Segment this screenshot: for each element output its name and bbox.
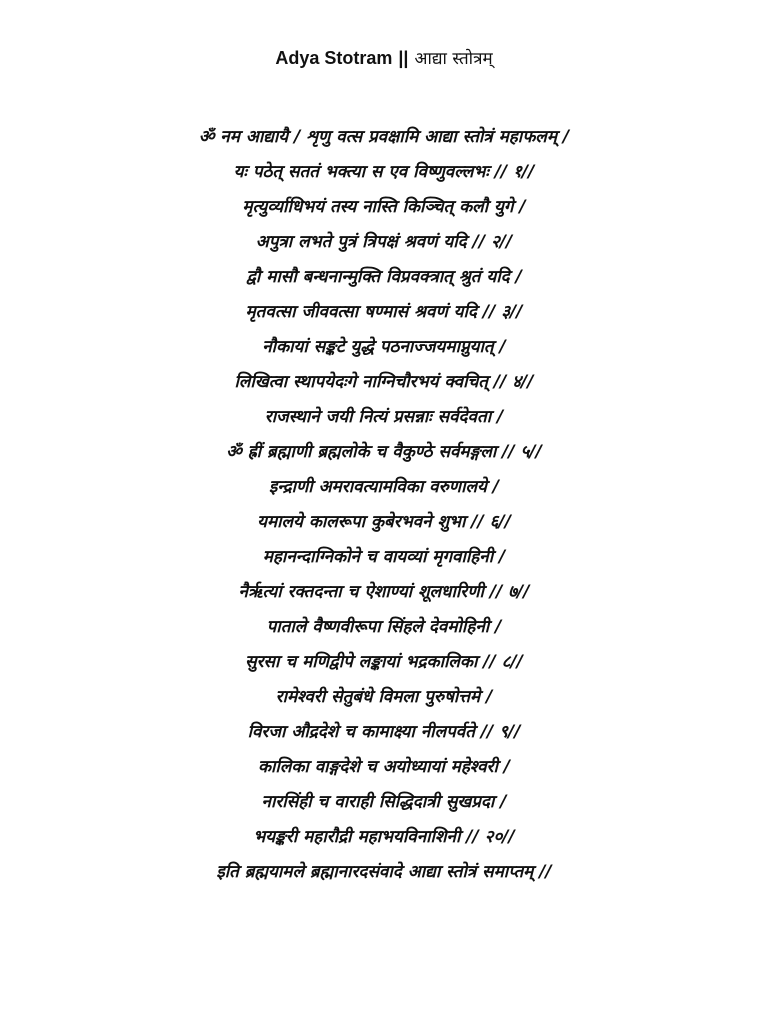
verse-line: मृत्युर्व्याधिभयं तस्य नास्ति किञ्चित् कलौ युगे / bbox=[242, 197, 526, 217]
verse-line: पाताले वैष्णवीरूपा सिंहले देवमोहिनी / bbox=[266, 617, 502, 637]
verse-line: महानन्दाग्निकोने च वायव्यां मृगवाहिनी / bbox=[262, 547, 506, 567]
verse-line: लिखित्वा स्थापयेदःगे नाग्निचौरभयं क्वचित् // ४// bbox=[234, 372, 534, 392]
verse-line: यः पठेत् सततं भक्त्या स एव विष्णुवल्लभः // १// bbox=[233, 162, 535, 182]
verse-line: नौकायां सङ्कटे युद्धे पठनाज्जयमाप्नुयात् / bbox=[262, 337, 506, 357]
verse-line: सुरसा च मणिद्वीपे लङ्कायां भद्रकालिका // ८// bbox=[245, 652, 523, 672]
verse-line: विरजा औद्रदेशे च कामाक्ष्या नीलपर्वते // ९// bbox=[247, 722, 521, 742]
verse-line: नारसिंही च वाराही सिद्धिदात्री सुखप्रदा / bbox=[261, 792, 507, 812]
verse-line: इन्द्राणी अमरावत्यामविका वरुणालये / bbox=[268, 477, 500, 497]
verse-line: अपुत्रा लभते पुत्रं त्रिपक्षं श्रवणं यदि // २// bbox=[255, 232, 513, 252]
verse-line: रामेश्वरी सेतुबंधे विमला पुरुषोत्तमे / bbox=[275, 687, 493, 707]
verse-line: यमालये कालरूपा कुबेरभवने शुभा // ६// bbox=[257, 512, 511, 532]
verse-line: ॐ नम आद्यायै / शृणु वत्स प्रवक्षामि आद्या स्तोत्रं महाफलम् / bbox=[198, 127, 570, 147]
verse-line: कालिका वाङ्गदेशे च अयोध्यायां महेश्वरी / bbox=[257, 757, 511, 777]
verse-list bbox=[0, 120, 768, 890]
title-separator: || bbox=[398, 48, 409, 68]
title-english: Adya Stotram bbox=[275, 48, 393, 68]
title-sanskrit: आद्या स्तोत्रम् bbox=[414, 49, 493, 69]
verse-line: द्वौ मासौ बन्धनान्मुक्ति विप्रवक्त्रात् श्रुतं यदि / bbox=[246, 267, 522, 287]
page-title bbox=[0, 44, 768, 73]
verse-line: ॐ ह्रीं ब्रह्माणी ब्रह्मलोके च वैकुण्ठे सर्वमङ्गला // ५// bbox=[226, 442, 542, 462]
verse-line: मृतवत्सा जीववत्सा षण्मासं श्रवणं यदि // ३// bbox=[245, 302, 523, 322]
verse-line: इति ब्रह्मयामले ब्रह्मानारदसंवादे आद्या स्तोत्रं समाप्तम् // bbox=[216, 862, 552, 882]
verse-line: राजस्थाने जयी नित्यं प्रसन्नाः सर्वदेवता / bbox=[264, 407, 504, 427]
verse-line: भयङ्करी महारौद्री महाभयविनाशिनी // २०// bbox=[253, 827, 515, 847]
verse-line: नैरृत्यां रक्तदन्ता च ऐशाण्यां शूलधारिणी // ७// bbox=[238, 582, 530, 602]
